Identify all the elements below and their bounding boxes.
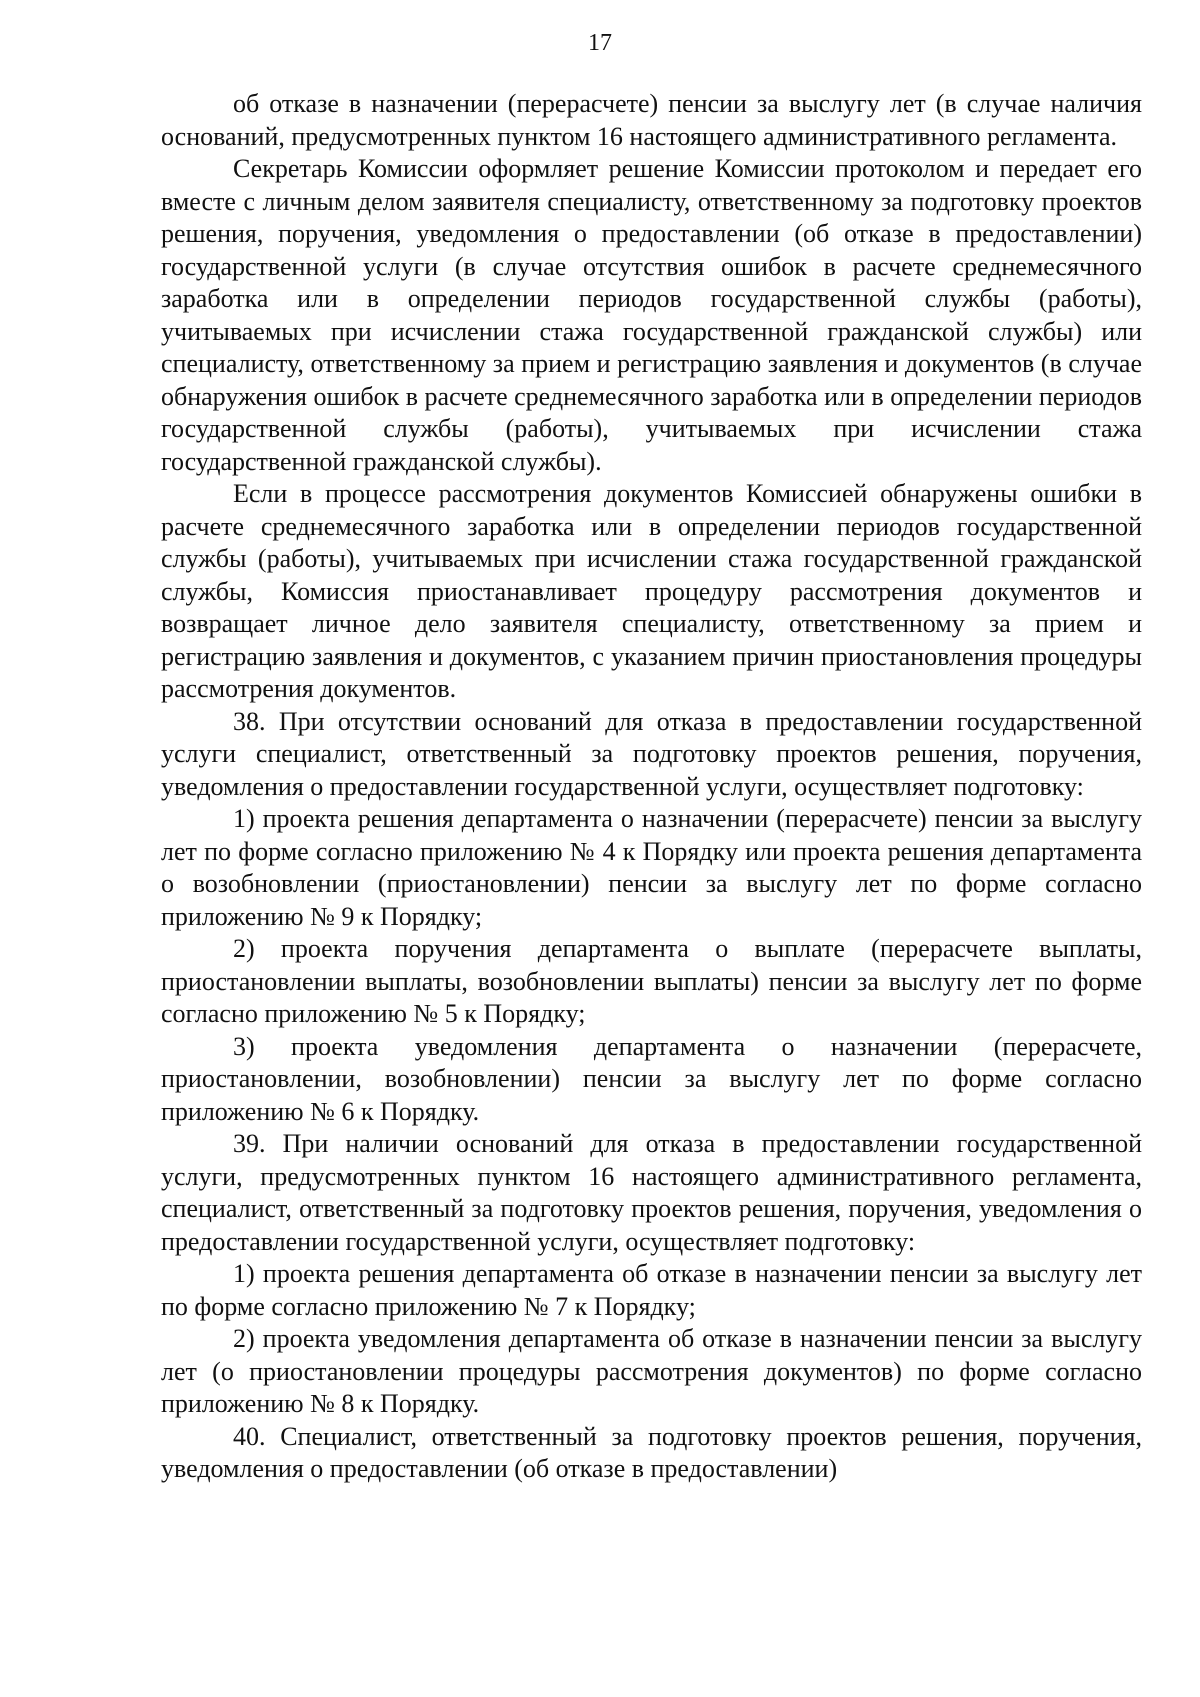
paragraph-errors: Если в процессе рассмотрения документов Комиссией обнаружены ошибки в расчете среднемесячного заработка или в определении периодов государственной службы (работы), учитываемых при исчислении стажа государственной гражданской службы, Комиссия приостанавливает процедуру рассмотрения документов и возвращает личное дело заявителя специалисту, ответственному за прием и регистрацию заявления и документов, с указанием причин приостановления процедуры рассмотрения документов. <box>161 479 1142 703</box>
paragraph-item-38-2: 2) проекта поручения департамента о выплате (перерасчете выплаты, приостановлении выплаты, возобновлении выплаты) пенсии за выслугу лет по форме согласно приложению № 5 к Порядку; <box>161 934 1142 1028</box>
paragraph-item-39: 39. При наличии оснований для отказа в предоставлении государственной услуги, предусмотренных пунктом 16 настоящего административного регламента, специалист, ответственный за подготовку проектов решения, поручения, уведомления о предоставлении государственной услуги, осуществляет подготовку: <box>161 1129 1142 1256</box>
paragraph-item-40: 40. Специалист, ответственный за подготовку проектов решения, поручения, уведомления о предоставлении (об отказе в предоставлении) <box>161 1421 1142 1483</box>
paragraph-item-38: 38. При отсутствии оснований для отказа в предоставлении государственной услуги специалист, ответственный за подготовку проектов решения, поручения, уведомления о предоставлении государственной услуги, осуществляет подготовку: <box>161 706 1142 801</box>
paragraph-continuation: об отказе в назначении (перерасчете) пенсии за выслугу лет (в случае наличия оснований, предусмотренных пунктом 16 настоящего административного регламента. <box>161 89 1142 151</box>
paragraph-secretary: Секретарь Комиссии оформляет решение Комиссии протоколом и передает его вместе с личным делом заявителя специалисту, ответственному за подготовку проектов решения, поручения, уведомления о предоставлении (об отказе в предоставлении) государственной услуги (в случае отсутствия ошибок в расчете среднемесячного заработка или в определении периодов государственной службы (работы), учитываемых при исчислении стажа государственной гражданской службы) или специалисту, ответственному за прием и регистрацию заявления и документов (в случае обнаружения ошибок в расчете среднемесячного заработка или в определении периодов государственной службы (работы), учитываемых при исчислении стажа государственной гражданской службы). <box>161 154 1142 476</box>
paragraph-item-39-1: 1) проекта решения департамента об отказе в назначении пенсии за выслугу лет по форме согласно приложению № 7 к Порядку; <box>161 1259 1142 1321</box>
page-number: 17 <box>588 30 612 56</box>
document-body <box>161 88 1142 1486</box>
paragraph-item-38-3: 3) проекта уведомления департамента о назначении (перерасчете, приостановлении, возобновлении) пенсии за выслугу лет по форме согласно приложению № 6 к Порядку. <box>161 1031 1142 1126</box>
paragraph-item-38-1: 1) проекта решения департамента о назначении (перерасчете) пенсии за выслугу лет по форме согласно приложению № 4 к Порядку или проекта решения департамента о возобновлении (приостановлении) пенсии за выслугу лет по форме согласно приложению № 9 к Порядку; <box>161 804 1142 931</box>
paragraph-item-39-2: 2) проекта уведомления департамента об отказе в назначении пенсии за выслугу лет (о приостановлении процедуры рассмотрения документов) по форме согласно приложению № 8 к Порядку. <box>161 1324 1142 1418</box>
